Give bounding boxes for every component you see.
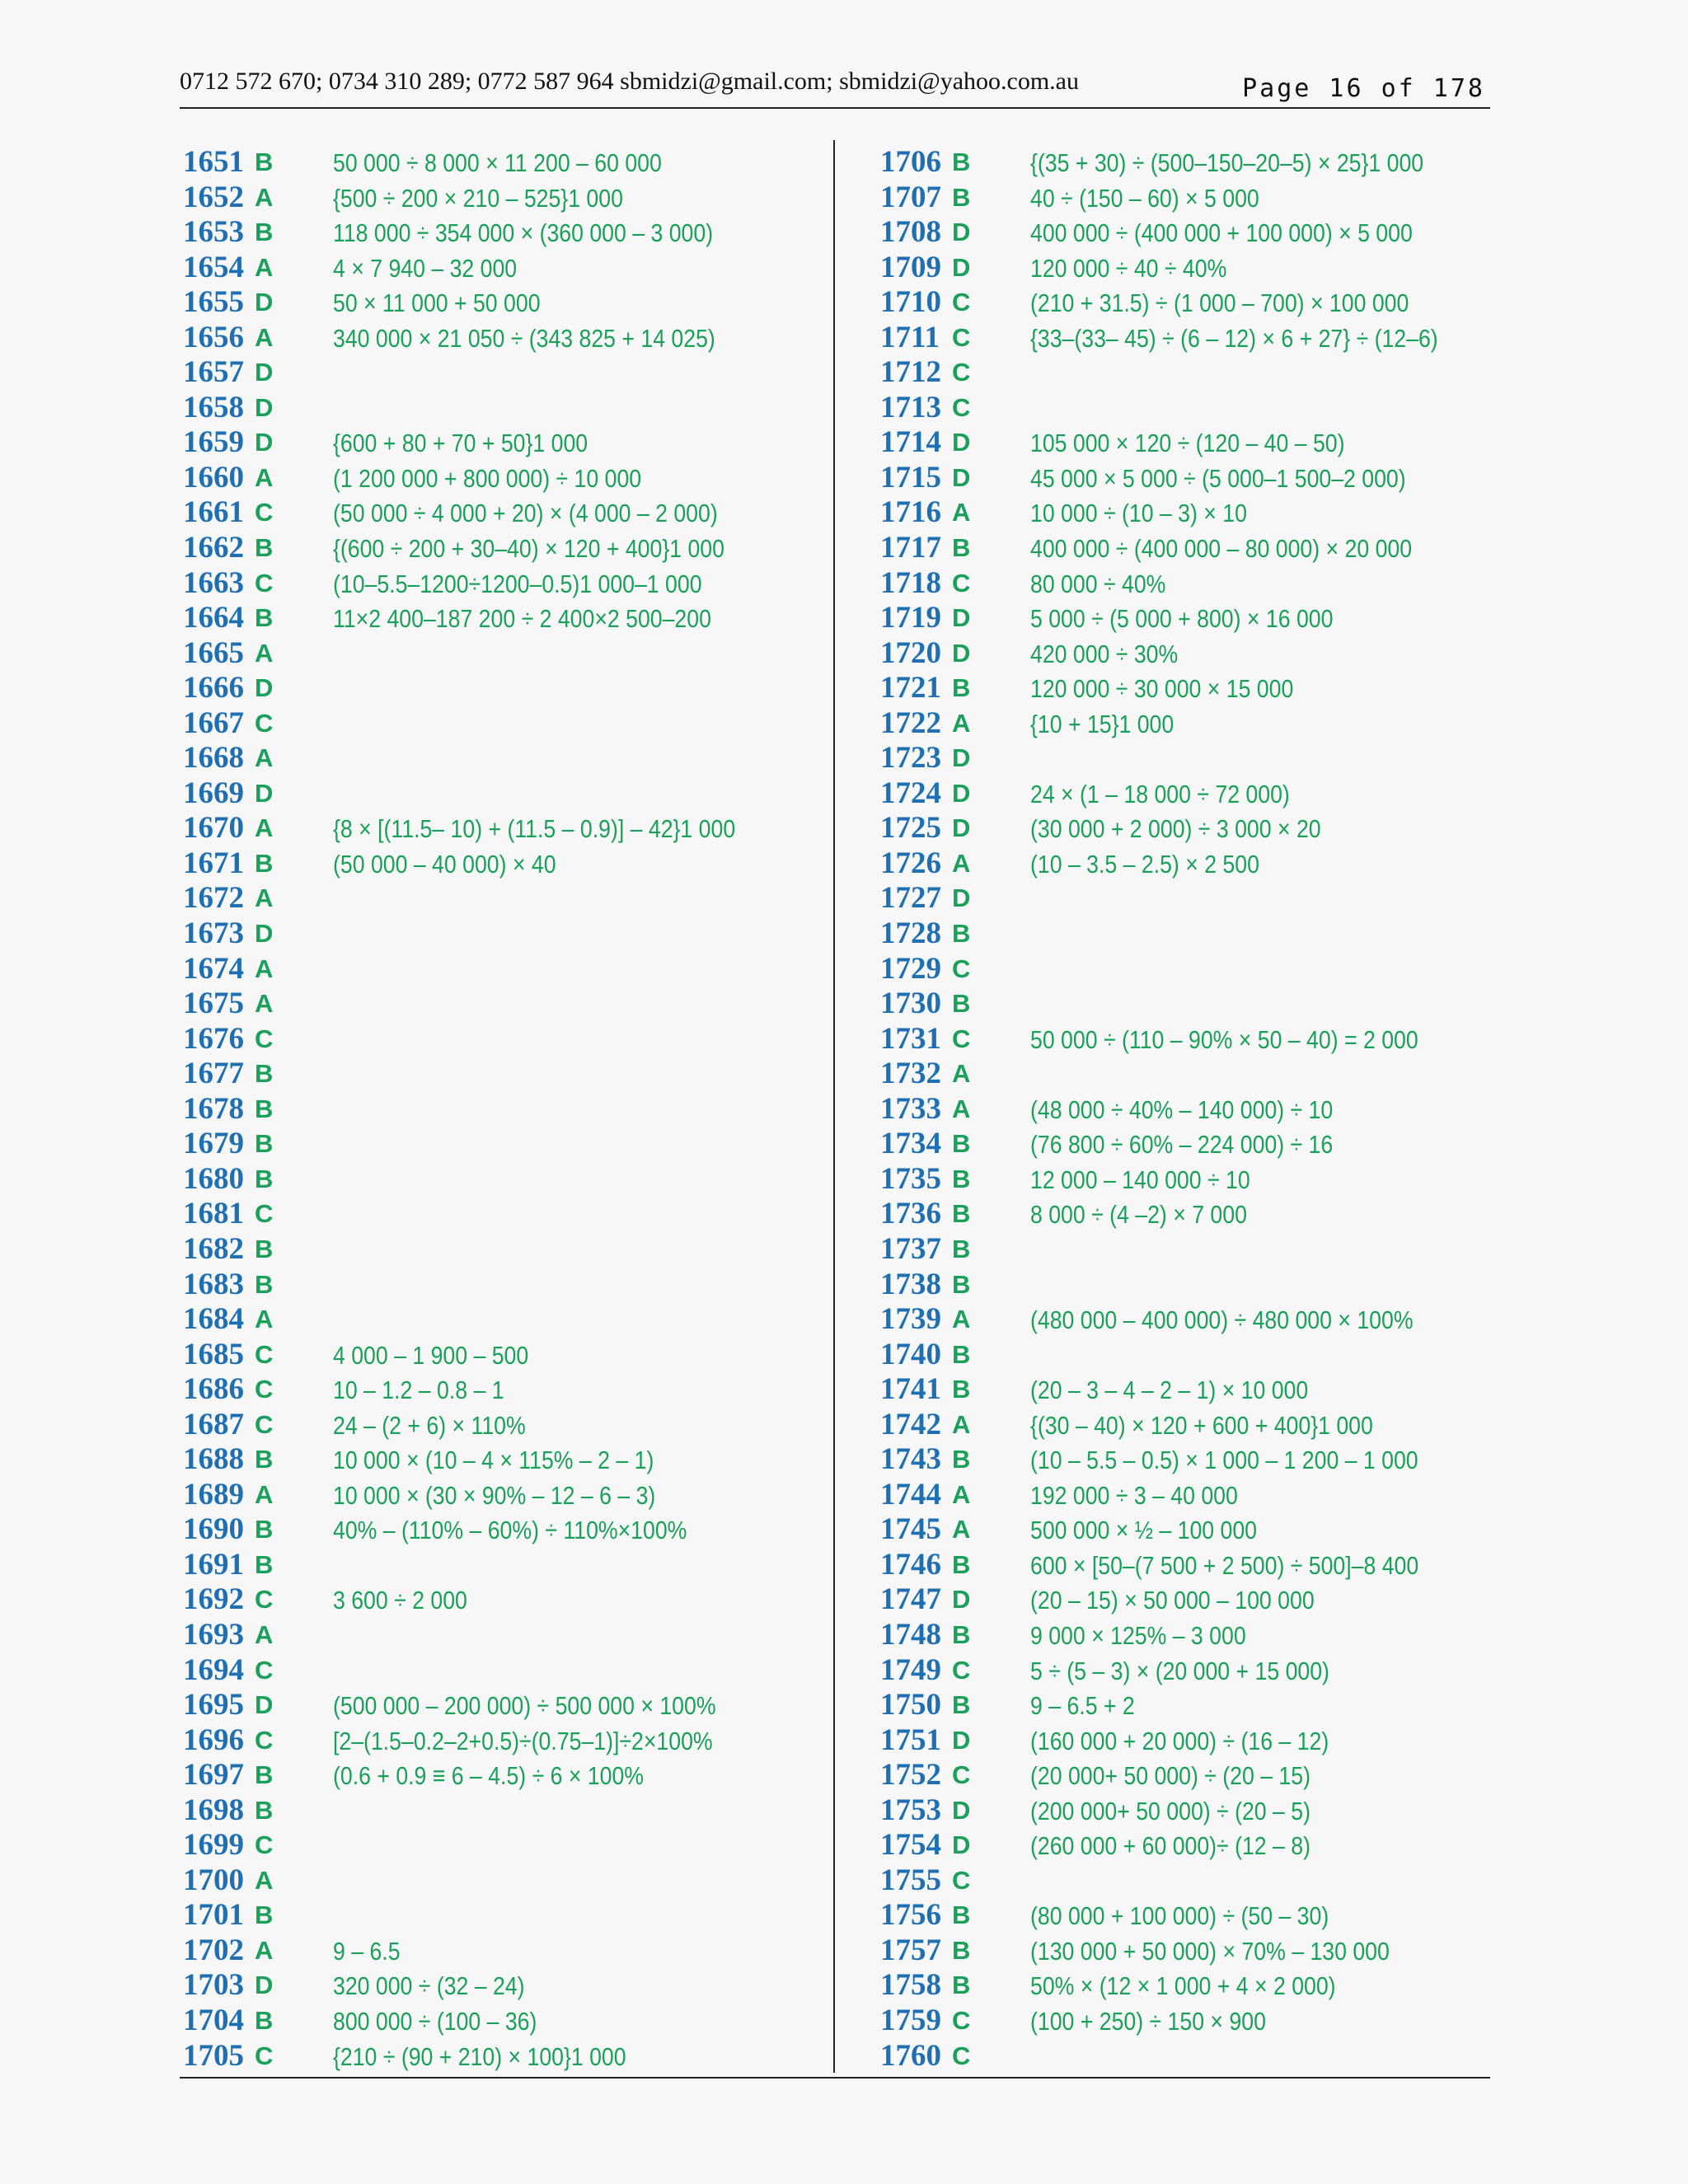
- answer-letter: B: [255, 533, 274, 563]
- question-number: 1694: [183, 1652, 244, 1687]
- question-number: 1726: [880, 846, 941, 880]
- question-number: 1677: [183, 1057, 244, 1091]
- answer-letter: B: [255, 1164, 274, 1193]
- working: 120 000 ÷ 40 ÷ 40%: [1030, 253, 1227, 283]
- question-number: 1746: [880, 1547, 941, 1582]
- answer-letter: B: [952, 1164, 971, 1193]
- answer-letter: D: [952, 1725, 971, 1755]
- question-number: 1738: [880, 1267, 941, 1301]
- working: {500 ÷ 200 × 210 – 525}1 000: [333, 183, 623, 213]
- question-number: 1664: [183, 601, 244, 635]
- answer-letter: B: [952, 989, 971, 1019]
- answer-letter: B: [952, 182, 971, 212]
- working: (100 + 250) ÷ 150 × 900: [1030, 2006, 1266, 2036]
- answer-letter: B: [255, 1760, 274, 1790]
- question-number: 1729: [880, 951, 941, 986]
- answer-letter: A: [255, 813, 274, 843]
- working: (50 000 ÷ 4 000 + 20) × (4 000 – 2 000): [333, 499, 718, 528]
- answer-letter: C: [952, 1865, 971, 1895]
- working: {(30 – 40) × 120 + 600 + 400}1 000: [1030, 1410, 1373, 1440]
- answer-letter: B: [255, 1129, 274, 1159]
- question-number: 1669: [183, 776, 244, 810]
- contact-info: 0712 572 670; 0734 310 289; 0772 587 964 sbmidzi@gmail.com; sbmidzi@yahoo.com.au: [180, 68, 1080, 95]
- answer-letter: B: [952, 1339, 971, 1369]
- answer-letter: D: [952, 603, 971, 633]
- question-number: 1698: [183, 1793, 244, 1827]
- working: (80 000 + 100 000) ÷ (50 – 30): [1030, 1901, 1329, 1931]
- answer-letter: C: [952, 288, 971, 317]
- working: (210 + 31.5) ÷ (1 000 – 700) × 100 000: [1030, 288, 1409, 318]
- answer-letter: B: [255, 603, 274, 633]
- answer-letter: B: [255, 218, 274, 247]
- question-number: 1671: [183, 846, 244, 880]
- question-number: 1727: [880, 881, 941, 916]
- answer-letter: C: [255, 708, 274, 738]
- answer-letter: D: [255, 673, 274, 703]
- question-number: 1659: [183, 425, 244, 460]
- question-number: 1662: [183, 531, 244, 565]
- question-number: 1699: [183, 1828, 244, 1863]
- question-number: 1757: [880, 1933, 941, 1967]
- working: (30 000 + 2 000) ÷ 3 000 × 20: [1030, 814, 1321, 844]
- question-number: 1760: [880, 2038, 941, 2073]
- working: (10 – 5.5 – 0.5) × 1 000 – 1 200 – 1 000: [1030, 1446, 1418, 1475]
- answer-letter: A: [255, 954, 274, 983]
- answer-letter: A: [952, 708, 971, 738]
- question-number: 1661: [183, 495, 244, 530]
- question-number: 1685: [183, 1337, 244, 1371]
- working: 40 ÷ (150 – 60) × 5 000: [1030, 183, 1259, 213]
- answer-letter: B: [952, 148, 971, 176]
- answer-letter: B: [255, 1795, 274, 1825]
- question-number: 1652: [183, 180, 244, 214]
- working: 5 ÷ (5 – 3) × (20 000 + 15 000): [1030, 1656, 1329, 1685]
- page-header: [180, 64, 1490, 107]
- working: 340 000 × 21 050 ÷ (343 825 + 14 025): [333, 323, 715, 353]
- working: 40% – (110% – 60%) ÷ 110%×100%: [333, 1516, 687, 1545]
- answer-letter: B: [952, 1900, 971, 1930]
- working: 120 000 ÷ 30 000 × 15 000: [1030, 674, 1294, 704]
- question-number: 1692: [183, 1582, 244, 1617]
- question-number: 1703: [183, 1968, 244, 2003]
- working: 11×2 400–187 200 ÷ 2 400×2 500–200: [333, 604, 711, 634]
- question-number: 1695: [183, 1688, 244, 1722]
- working: (48 000 ÷ 40% – 140 000) ÷ 10: [1030, 1094, 1334, 1124]
- question-number: 1745: [880, 1512, 941, 1547]
- answer-letter: B: [255, 1900, 274, 1930]
- working: 50 000 ÷ 8 000 × 11 200 – 60 000: [333, 148, 662, 177]
- answer-letter: B: [952, 1971, 971, 2000]
- answer-letter: B: [952, 1234, 971, 1263]
- question-number: 1676: [183, 1021, 244, 1056]
- answer-letter: C: [255, 1830, 274, 1860]
- question-number: 1678: [183, 1091, 244, 1126]
- question-number: 1717: [880, 531, 941, 565]
- working: (20 – 3 – 4 – 2 – 1) × 10 000: [1030, 1376, 1309, 1405]
- answer-letter: C: [952, 954, 971, 983]
- answer-letter: D: [952, 743, 971, 773]
- answer-letter: D: [952, 428, 971, 457]
- question-number: 1747: [880, 1582, 941, 1617]
- answer-letter: C: [255, 1655, 274, 1685]
- answer-letter: D: [255, 358, 274, 387]
- working: {10 + 15}1 000: [1030, 709, 1175, 738]
- answer-letter: B: [952, 533, 971, 563]
- working: {33–(33– 45) ÷ (6 – 12) × 6 + 27} ÷ (12–6): [1030, 323, 1438, 353]
- question-number: 1751: [880, 1722, 941, 1757]
- working: (76 800 ÷ 60% – 224 000) ÷ 16: [1030, 1130, 1334, 1160]
- footer-rule: [180, 2077, 1490, 2079]
- question-number: 1755: [880, 1863, 941, 1897]
- question-number: 1657: [183, 355, 244, 390]
- answer-letter: D: [952, 1795, 971, 1825]
- answer-letter: C: [952, 358, 971, 387]
- working: 50 000 ÷ (110 – 90% × 50 – 40) = 2 000: [1030, 1024, 1418, 1054]
- answer-letter: B: [255, 2005, 274, 2035]
- answer-letter: D: [255, 392, 274, 422]
- answer-letter: C: [255, 1585, 274, 1615]
- question-number: 1690: [183, 1512, 244, 1547]
- question-number: 1686: [183, 1372, 244, 1407]
- answer-letter: A: [255, 743, 274, 773]
- question-number: 1753: [880, 1793, 941, 1827]
- answer-letter: D: [952, 1585, 971, 1615]
- answer-letter: B: [255, 1445, 274, 1474]
- answer-letter: C: [952, 1655, 971, 1685]
- question-number: 1740: [880, 1337, 941, 1371]
- question-number: 1658: [183, 390, 244, 424]
- working: (0.6 + 0.9 ≡ 6 – 4.5) ÷ 6 × 100%: [333, 1761, 645, 1791]
- answer-letter: A: [255, 989, 274, 1019]
- question-number: 1672: [183, 881, 244, 916]
- answer-letter: A: [255, 182, 274, 212]
- working: 5 000 ÷ (5 000 + 800) × 16 000: [1030, 604, 1334, 634]
- question-number: 1714: [880, 425, 941, 460]
- answer-letter: C: [952, 2005, 971, 2035]
- question-number: 1748: [880, 1617, 941, 1652]
- question-number: 1742: [880, 1407, 941, 1441]
- answer-letter: D: [952, 813, 971, 843]
- working: 600 × [50–(7 500 + 2 500) ÷ 500]–8 400: [1030, 1550, 1419, 1580]
- answer-letter: B: [952, 1445, 971, 1474]
- working: (200 000+ 50 000) ÷ (20 – 5): [1030, 1796, 1311, 1825]
- answer-letter: A: [255, 1935, 274, 1965]
- working: 50 × 11 000 + 50 000: [333, 288, 541, 318]
- question-number: 1684: [183, 1302, 244, 1337]
- question-number: 1696: [183, 1722, 244, 1757]
- working: 24 × (1 – 18 000 ÷ 72 000): [1030, 779, 1290, 808]
- question-number: 1687: [183, 1407, 244, 1441]
- working: {210 ÷ (90 + 210) × 100}1 000: [333, 2041, 626, 2071]
- question-number: 1739: [880, 1302, 941, 1337]
- question-number: 1736: [880, 1197, 941, 1231]
- answer-letter: C: [255, 1725, 274, 1755]
- working: 320 000 ÷ (32 – 24): [333, 1971, 525, 2001]
- question-number: 1674: [183, 951, 244, 986]
- answer-letter: A: [255, 883, 274, 913]
- answer-letter: A: [255, 1865, 274, 1895]
- answer-letter: C: [255, 1024, 274, 1053]
- answer-letter: D: [255, 778, 274, 808]
- question-number: 1725: [880, 811, 941, 846]
- question-number: 1732: [880, 1057, 941, 1091]
- question-number: 1707: [880, 180, 941, 214]
- question-number: 1710: [880, 285, 941, 320]
- question-number: 1733: [880, 1091, 941, 1126]
- answer-letter: A: [952, 1305, 971, 1334]
- answer-letter: D: [255, 919, 274, 949]
- question-number: 1711: [880, 320, 940, 354]
- answer-letter: A: [952, 1094, 971, 1123]
- answer-letter: C: [952, 322, 971, 352]
- question-number: 1737: [880, 1231, 941, 1266]
- question-number: 1704: [183, 2003, 244, 2037]
- working: 192 000 ÷ 3 – 40 000: [1030, 1480, 1238, 1510]
- page-number: Page 16 of 178: [1242, 74, 1485, 103]
- working: 9 – 6.5: [333, 1936, 401, 1966]
- question-number: 1719: [880, 601, 941, 635]
- question-number: 1723: [880, 741, 941, 776]
- question-number: 1750: [880, 1688, 941, 1722]
- answer-letter: A: [255, 638, 274, 668]
- answer-letter: A: [952, 498, 971, 527]
- answer-letter: A: [255, 1619, 274, 1649]
- answer-letter: C: [952, 2041, 971, 2070]
- question-number: 1673: [183, 916, 244, 951]
- question-number: 1665: [183, 635, 244, 670]
- working: 10 000 × (30 × 90% – 12 – 6 – 3): [333, 1480, 656, 1510]
- working: 4 000 – 1 900 – 500: [333, 1340, 529, 1370]
- question-number: 1683: [183, 1267, 244, 1301]
- answer-letter: C: [255, 1375, 274, 1404]
- working: (10 – 3.5 – 2.5) × 2 500: [1030, 849, 1259, 879]
- working: 9 – 6.5 + 2: [1030, 1691, 1135, 1721]
- answer-letter: B: [952, 1199, 971, 1229]
- working: 80 000 ÷ 40%: [1030, 569, 1166, 598]
- answer-letter: C: [255, 2041, 274, 2070]
- question-number: 1655: [183, 285, 244, 320]
- question-number: 1654: [183, 250, 244, 284]
- question-number: 1689: [183, 1477, 244, 1511]
- answer-letter: D: [255, 288, 274, 317]
- question-number: 1668: [183, 741, 244, 776]
- working: 400 000 ÷ (400 000 – 80 000) × 20 000: [1030, 534, 1413, 564]
- answer-letter: B: [952, 1129, 971, 1159]
- answer-letter: B: [255, 1059, 274, 1089]
- answer-letter: B: [952, 919, 971, 949]
- working: 12 000 – 140 000 ÷ 10: [1030, 1165, 1250, 1194]
- question-number: 1744: [880, 1477, 941, 1511]
- answer-letter: B: [952, 1619, 971, 1649]
- question-number: 1734: [880, 1127, 941, 1161]
- answer-letter: B: [952, 673, 971, 703]
- answer-letter: B: [952, 1375, 971, 1404]
- answer-letter: A: [952, 1515, 971, 1544]
- answer-letter: B: [255, 848, 274, 878]
- answer-letter: A: [255, 322, 274, 352]
- working: 24 – (2 + 6) × 110%: [333, 1410, 526, 1440]
- answer-letter: D: [255, 428, 274, 457]
- answer-letter: C: [952, 1024, 971, 1053]
- question-number: 1754: [880, 1828, 941, 1863]
- working: (50 000 – 40 000) × 40: [333, 849, 556, 879]
- answer-letter: A: [952, 1479, 971, 1509]
- answer-letter: B: [255, 1269, 274, 1299]
- working: (130 000 + 50 000) × 70% – 130 000: [1030, 1936, 1390, 1966]
- question-number: 1715: [880, 460, 941, 494]
- answer-letter: A: [255, 462, 274, 492]
- working: {(35 + 30) ÷ (500–150–20–5) × 25}1 000: [1030, 148, 1424, 177]
- answer-letter: C: [255, 1199, 274, 1229]
- working: (500 000 – 200 000) ÷ 500 000 × 100%: [333, 1691, 716, 1721]
- question-number: 1731: [880, 1021, 941, 1056]
- answer-letter: B: [255, 1515, 274, 1544]
- working: {600 + 80 + 70 + 50}1 000: [333, 429, 588, 458]
- working: (20 000+ 50 000) ÷ (20 – 15): [1030, 1761, 1311, 1791]
- answer-letter: A: [255, 252, 274, 282]
- question-number: 1688: [183, 1442, 244, 1477]
- question-number: 1756: [880, 1898, 941, 1933]
- question-number: 1743: [880, 1442, 941, 1477]
- question-number: 1758: [880, 1968, 941, 2003]
- working: [2–(1.5–0.2–2+0.5)÷(0.75–1)]÷2×100%: [333, 1726, 713, 1755]
- answer-letter: B: [255, 1234, 274, 1263]
- question-number: 1735: [880, 1161, 941, 1196]
- question-number: 1675: [183, 987, 244, 1021]
- answer-letter: D: [952, 462, 971, 492]
- question-number: 1681: [183, 1197, 244, 1231]
- answer-letter: B: [952, 1269, 971, 1299]
- answer-letter: B: [255, 1549, 274, 1579]
- working: {(600 ÷ 200 + 30–40) × 120 + 400}1 000: [333, 534, 724, 564]
- question-number: 1679: [183, 1127, 244, 1161]
- header-rule: [180, 107, 1490, 109]
- question-number: 1660: [183, 460, 244, 494]
- answer-letter: A: [952, 1409, 971, 1439]
- answer-letter: B: [952, 1690, 971, 1720]
- working: 105 000 × 120 ÷ (120 – 40 – 50): [1030, 429, 1345, 458]
- working: 4 × 7 940 – 32 000: [333, 253, 518, 283]
- working: 118 000 ÷ 354 000 × (360 000 – 3 000): [333, 218, 714, 248]
- question-number: 1706: [880, 145, 941, 179]
- working: 10 000 ÷ (10 – 3) × 10: [1030, 499, 1247, 528]
- answer-letter: B: [952, 1549, 971, 1579]
- working: (20 – 15) × 50 000 – 100 000: [1030, 1586, 1315, 1615]
- question-number: 1680: [183, 1161, 244, 1196]
- answer-letter: C: [255, 498, 274, 527]
- working: 8 000 ÷ (4 –2) × 7 000: [1030, 1200, 1247, 1230]
- question-number: 1702: [183, 1933, 244, 1967]
- answer-letter: B: [255, 148, 274, 176]
- working: (480 000 – 400 000) ÷ 480 000 × 100%: [1030, 1305, 1414, 1335]
- question-number: 1708: [880, 215, 941, 250]
- answer-letter: C: [952, 392, 971, 422]
- question-number: 1730: [880, 987, 941, 1021]
- question-number: 1752: [880, 1758, 941, 1793]
- question-number: 1728: [880, 916, 941, 951]
- question-number: 1722: [880, 705, 941, 740]
- answer-letter: D: [952, 218, 971, 247]
- question-number: 1759: [880, 2003, 941, 2037]
- answer-letter: C: [952, 568, 971, 598]
- working: (160 000 + 20 000) ÷ (16 – 12): [1030, 1726, 1329, 1755]
- question-number: 1749: [880, 1652, 941, 1687]
- question-number: 1720: [880, 635, 941, 670]
- column-divider: [833, 140, 835, 2073]
- working: 420 000 ÷ 30%: [1030, 639, 1179, 668]
- answer-letter: C: [255, 1339, 274, 1369]
- working: 9 000 × 125% – 3 000: [1030, 1620, 1246, 1650]
- working: 10 000 × (10 – 4 × 115% – 2 – 1): [333, 1446, 654, 1475]
- question-number: 1693: [183, 1617, 244, 1652]
- question-number: 1656: [183, 320, 244, 354]
- question-number: 1691: [183, 1547, 244, 1582]
- answer-letter: A: [952, 848, 971, 878]
- working: 800 000 ÷ (100 – 36): [333, 2006, 537, 2036]
- question-number: 1709: [880, 250, 941, 284]
- answer-letter: D: [255, 1971, 274, 2000]
- working: (260 000 + 60 000)÷ (12 – 8): [1030, 1831, 1311, 1861]
- working: 400 000 ÷ (400 000 + 100 000) × 5 000: [1030, 218, 1413, 248]
- question-number: 1682: [183, 1231, 244, 1266]
- answer-letter: D: [952, 883, 971, 913]
- answer-letter: B: [255, 1094, 274, 1123]
- answer-letter: C: [255, 1409, 274, 1439]
- working: 500 000 × ½ – 100 000: [1030, 1516, 1257, 1545]
- answer-letter: C: [952, 1760, 971, 1790]
- answer-letter: D: [952, 778, 971, 808]
- working: 3 600 ÷ 2 000: [333, 1586, 467, 1615]
- question-number: 1666: [183, 671, 244, 705]
- question-number: 1670: [183, 811, 244, 846]
- working: 10 – 1.2 – 0.8 – 1: [333, 1376, 504, 1405]
- answer-letter: D: [255, 1690, 274, 1720]
- question-number: 1721: [880, 671, 941, 705]
- answer-letter: A: [952, 1059, 971, 1089]
- working: (1 200 000 + 800 000) ÷ 10 000: [333, 463, 642, 493]
- question-number: 1651: [183, 145, 244, 179]
- answer-letter: C: [255, 568, 274, 598]
- question-number: 1663: [183, 565, 244, 600]
- question-number: 1705: [183, 2038, 244, 2073]
- answer-letter: A: [255, 1305, 274, 1334]
- working: {8 × [(11.5– 10) + (11.5 – 0.9)] – 42}1 000: [333, 814, 736, 844]
- answer-letter: D: [952, 252, 971, 282]
- answer-letter: D: [952, 1830, 971, 1860]
- working: 50% × (12 × 1 000 + 4 × 2 000): [1030, 1971, 1336, 2001]
- question-number: 1713: [880, 390, 941, 424]
- question-number: 1712: [880, 355, 941, 390]
- working: 45 000 × 5 000 ÷ (5 000–1 500–2 000): [1030, 463, 1406, 493]
- question-number: 1667: [183, 705, 244, 740]
- answer-letter: A: [255, 1479, 274, 1509]
- question-number: 1724: [880, 776, 941, 810]
- question-number: 1653: [183, 215, 244, 250]
- working: (10–5.5–1200÷1200–0.5)1 000–1 000: [333, 569, 702, 598]
- question-number: 1700: [183, 1863, 244, 1897]
- question-number: 1741: [880, 1372, 941, 1407]
- answer-letter: B: [952, 1935, 971, 1965]
- question-number: 1716: [880, 495, 941, 530]
- question-number: 1701: [183, 1898, 244, 1933]
- answer-letter: D: [952, 638, 971, 668]
- question-number: 1697: [183, 1758, 244, 1793]
- question-number: 1718: [880, 565, 941, 600]
